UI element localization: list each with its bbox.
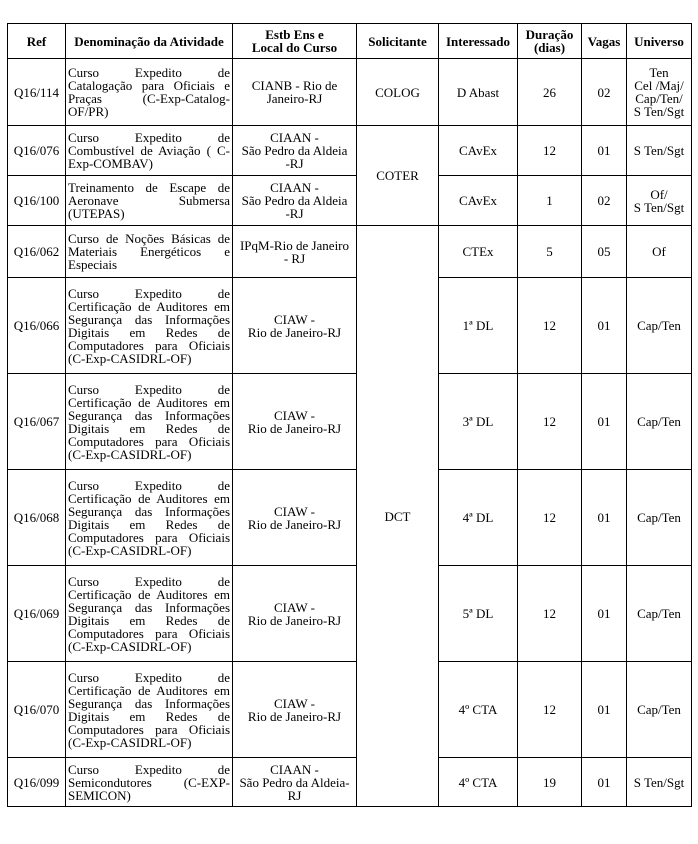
interessado-cell: 1ª DL [439,278,518,374]
ref-cell: Q16/062 [8,226,66,278]
estab-cell: CIANB - Rio de Janeiro-RJ [233,59,357,126]
universo-cell: Cap/Ten [627,662,692,758]
universo-cell: Of/ S Ten/Sgt [627,176,692,226]
table-row [8,59,692,126]
universo-cell: Ten Cel /Maj/ Cap/Ten/ S Ten/Sgt [627,59,692,126]
universo-cell: Cap/Ten [627,566,692,662]
table-row [8,470,692,566]
ref-cell: Q16/099 [8,758,66,807]
duracao-cell: 1 [518,176,582,226]
denominacao-cell: Curso Expedito de Catalogação para Oficiais e Praças (C-Exp-Catalog-OF/PR) [66,59,233,126]
denominacao-cell: Curso Expedito de Certificação de Auditores em Segurança das Informações Digitais em Redes de Computadores para Oficiais (C-Exp-CASIDRL-OF) [66,662,233,758]
vagas-cell: 01 [582,126,627,176]
table-row [8,278,692,374]
header-row [8,24,692,59]
header-vagas: Vagas [582,24,627,59]
duracao-cell: 12 [518,566,582,662]
table-row [8,662,692,758]
estab-cell: IPqM-Rio de Janeiro - RJ [233,226,357,278]
vagas-cell: 05 [582,226,627,278]
vagas-cell: 01 [582,470,627,566]
denominacao-cell: Curso Expedito de Combustível de Aviação ( C-Exp-COMBAV) [66,126,233,176]
vagas-cell: 01 [582,374,627,470]
ref-cell: Q16/100 [8,176,66,226]
ref-cell: Q16/070 [8,662,66,758]
interessado-cell: D Abast [439,59,518,126]
denominacao-cell: Treinamento de Escape de Aeronave Submersa (UTEPAS) [66,176,233,226]
denominacao-cell: Curso Expedito de Certificação de Auditores em Segurança das Informações Digitais em Redes de Computadores para Oficiais (C-Exp-CASIDRL-OF) [66,374,233,470]
header-universo: Universo [627,24,692,59]
table-row [8,566,692,662]
universo-cell: Cap/Ten [627,278,692,374]
table-row [8,226,692,278]
vagas-cell: 01 [582,662,627,758]
header-interessado: Interessado [439,24,518,59]
estab-cell: CIAAN - São Pedro da Aldeia- RJ [233,758,357,807]
duracao-cell: 19 [518,758,582,807]
duracao-cell: 12 [518,374,582,470]
duracao-cell: 5 [518,226,582,278]
table-row [8,374,692,470]
solicitante-cell: COTER [357,126,439,226]
interessado-cell: 3ª DL [439,374,518,470]
estab-cell: CIAW - Rio de Janeiro-RJ [233,278,357,374]
ref-cell: Q16/066 [8,278,66,374]
vagas-cell: 01 [582,278,627,374]
header-estab: Estb Ens e Local do Curso [233,24,357,59]
denominacao-cell: Curso Expedito de Certificação de Auditores em Segurança das Informações Digitais em Redes de Computadores para Oficiais (C-Exp-CASIDRL-OF) [66,470,233,566]
ref-cell: Q16/114 [8,59,66,126]
duracao-cell: 12 [518,126,582,176]
ref-cell: Q16/069 [8,566,66,662]
table-row [8,176,692,226]
courses-table [7,23,692,807]
interessado-cell: 5ª DL [439,566,518,662]
solicitante-cell: COLOG [357,59,439,126]
denominacao-cell: Curso Expedito de Semicondutores (C-EXP-SEMICON) [66,758,233,807]
interessado-cell: CAvEx [439,126,518,176]
table-row [8,126,692,176]
header-solicitante: Solicitante [357,24,439,59]
header-denominacao: Denominação da Atividade [66,24,233,59]
duracao-cell: 26 [518,59,582,126]
universo-cell: Cap/Ten [627,470,692,566]
denominacao-cell: Curso Expedito de Certificação de Auditores em Segurança das Informações Digitais em Redes de Computadores para Oficiais (C-Exp-CASIDRL-OF) [66,566,233,662]
estab-cell: CIAAN - São Pedro da Aldeia -RJ [233,176,357,226]
vagas-cell: 01 [582,566,627,662]
header-duracao: Duração (dias) [518,24,582,59]
estab-cell: CIAAN - São Pedro da Aldeia -RJ [233,126,357,176]
interessado-cell: CAvEx [439,176,518,226]
estab-cell: CIAW - Rio de Janeiro-RJ [233,374,357,470]
interessado-cell: 4º CTA [439,758,518,807]
universo-cell: S Ten/Sgt [627,126,692,176]
ref-cell: Q16/076 [8,126,66,176]
universo-cell: Of [627,226,692,278]
duracao-cell: 12 [518,662,582,758]
header-ref: Ref [8,24,66,59]
table-row [8,758,692,807]
vagas-cell: 02 [582,176,627,226]
duracao-cell: 12 [518,278,582,374]
interessado-cell: CTEx [439,226,518,278]
solicitante-cell: DCT [357,226,439,807]
universo-cell: Cap/Ten [627,374,692,470]
estab-cell: CIAW - Rio de Janeiro-RJ [233,662,357,758]
interessado-cell: 4º CTA [439,662,518,758]
duracao-cell: 12 [518,470,582,566]
ref-cell: Q16/067 [8,374,66,470]
denominacao-cell: Curso de Noções Básicas de Materiais Energéticos e Especiais [66,226,233,278]
estab-cell: CIAW - Rio de Janeiro-RJ [233,566,357,662]
ref-cell: Q16/068 [8,470,66,566]
vagas-cell: 01 [582,758,627,807]
interessado-cell: 4ª DL [439,470,518,566]
universo-cell: S Ten/Sgt [627,758,692,807]
estab-cell: CIAW - Rio de Janeiro-RJ [233,470,357,566]
denominacao-cell: Curso Expedito de Certificação de Auditores em Segurança das Informações Digitais em Redes de Computadores para Oficiais (C-Exp-CASIDRL-OF) [66,278,233,374]
vagas-cell: 02 [582,59,627,126]
